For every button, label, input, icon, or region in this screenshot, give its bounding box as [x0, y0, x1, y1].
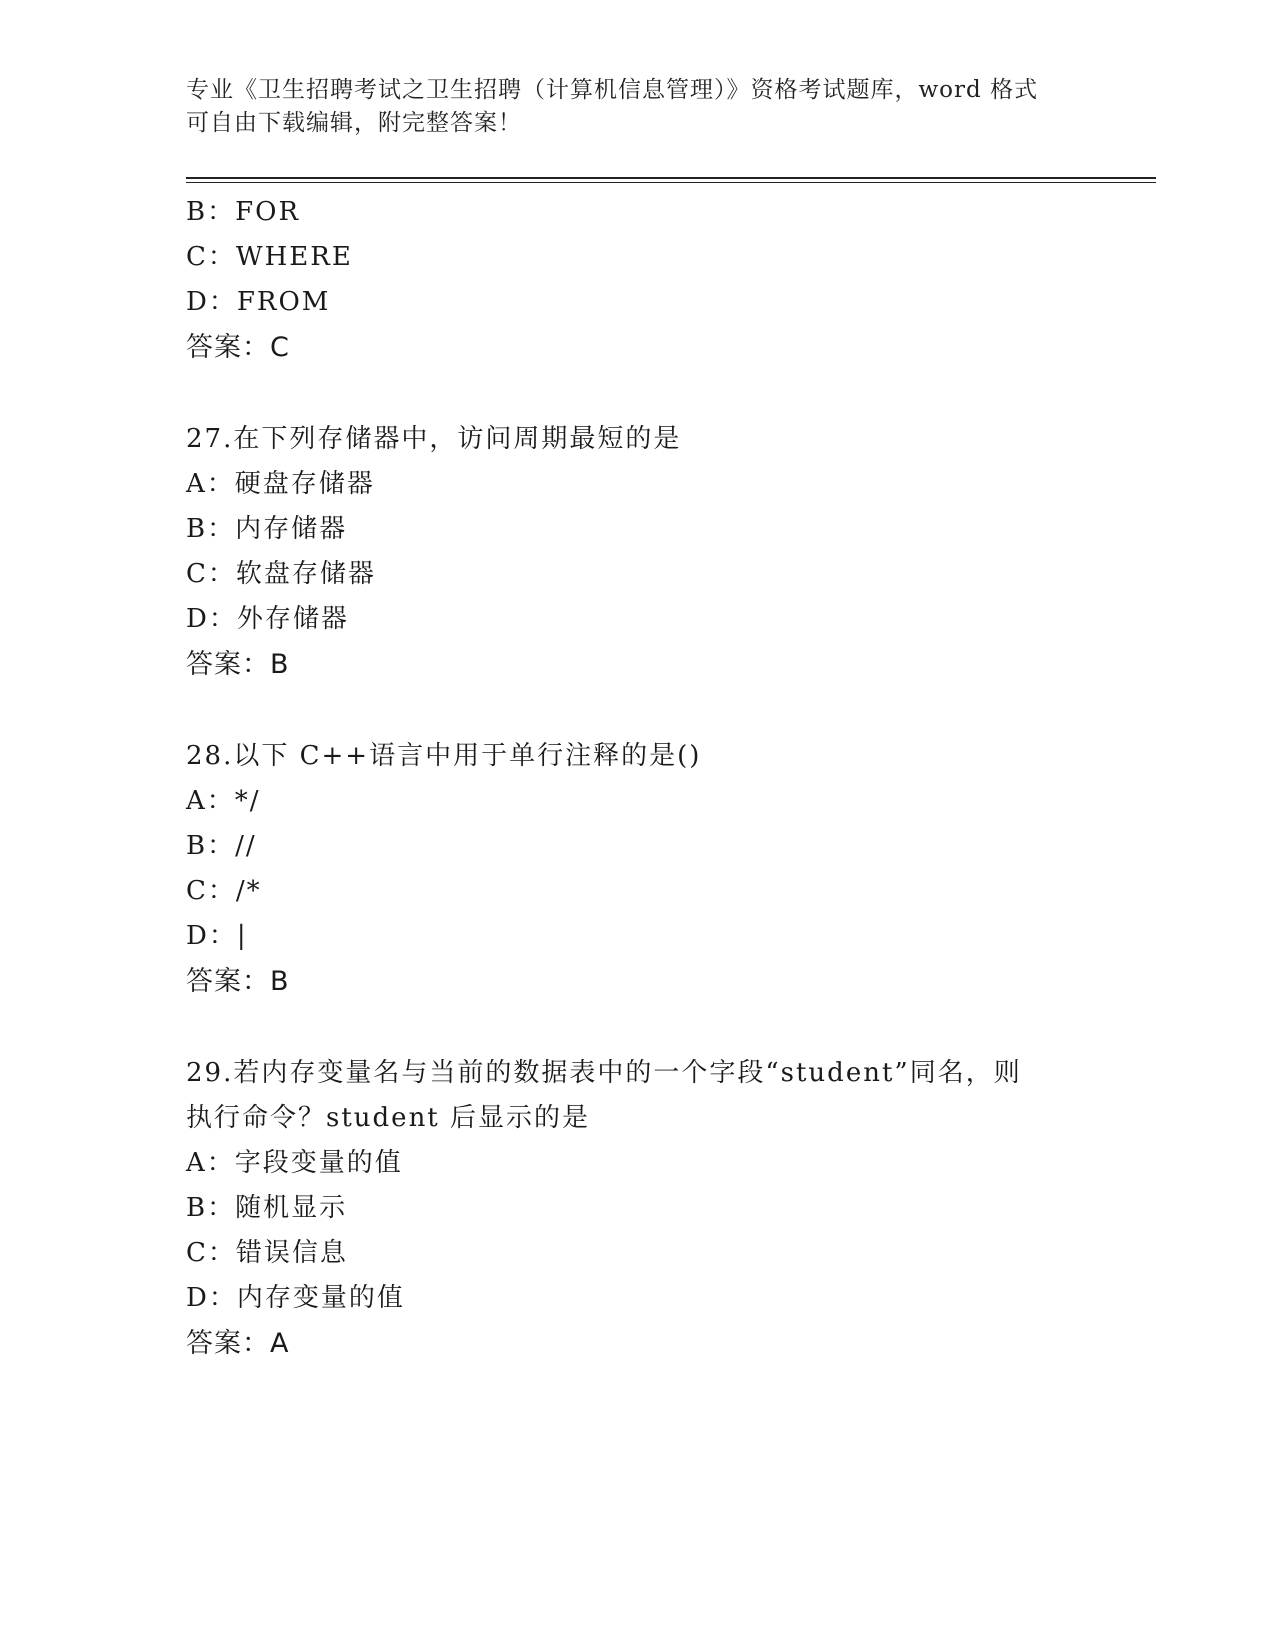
- answer-line: 答案：C: [186, 332, 290, 363]
- option-d: D：外存储器: [186, 604, 349, 634]
- option-b: B：随机显示: [186, 1193, 348, 1223]
- option-c: C：/*: [186, 876, 262, 906]
- option-b: B：FOR: [186, 197, 301, 227]
- answer-line: 答案：B: [186, 966, 290, 997]
- question-27: [186, 417, 1086, 687]
- header-divider-thick: [186, 177, 1156, 179]
- question-list: [186, 190, 1086, 1366]
- option-b: B：内存储器: [186, 514, 348, 544]
- question-29: [186, 1051, 1086, 1366]
- option-a: A：硬盘存储器: [186, 469, 375, 499]
- option-c: C：错误信息: [186, 1238, 348, 1268]
- question-text: 27.在下列存储器中，访问周期最短的是: [186, 424, 682, 454]
- question-text: 28.以下 C++语言中用于单行注释的是(): [186, 741, 702, 771]
- question-text-line-1: 29.若内存变量名与当前的数据表中的一个字段“student”同名，则: [186, 1058, 1022, 1088]
- option-d: D：FROM: [186, 287, 331, 317]
- document-header: [186, 74, 1066, 140]
- header-line-2: 可自由下载编辑，附完整答案！: [186, 110, 522, 136]
- header-line-1: 专业《卫生招聘考试之卫生招聘（计算机信息管理）》资格考试题库，word 格式: [186, 77, 1039, 103]
- option-c: C：软盘存储器: [186, 559, 376, 589]
- option-b: B：//: [186, 831, 257, 861]
- option-c: C：WHERE: [186, 242, 353, 272]
- question-26-tail: [186, 190, 1086, 370]
- question-28: [186, 734, 1086, 1004]
- option-d: D：|: [186, 921, 248, 951]
- answer-line: 答案：A: [186, 1328, 290, 1359]
- option-a: A：字段变量的值: [186, 1148, 403, 1178]
- answer-line: 答案：B: [186, 649, 290, 680]
- question-text-line-2: 执行命令？student 后显示的是: [186, 1103, 591, 1133]
- header-divider-thin: [186, 182, 1156, 183]
- option-a: A：*/: [186, 786, 261, 816]
- option-d: D：内存变量的值: [186, 1283, 405, 1313]
